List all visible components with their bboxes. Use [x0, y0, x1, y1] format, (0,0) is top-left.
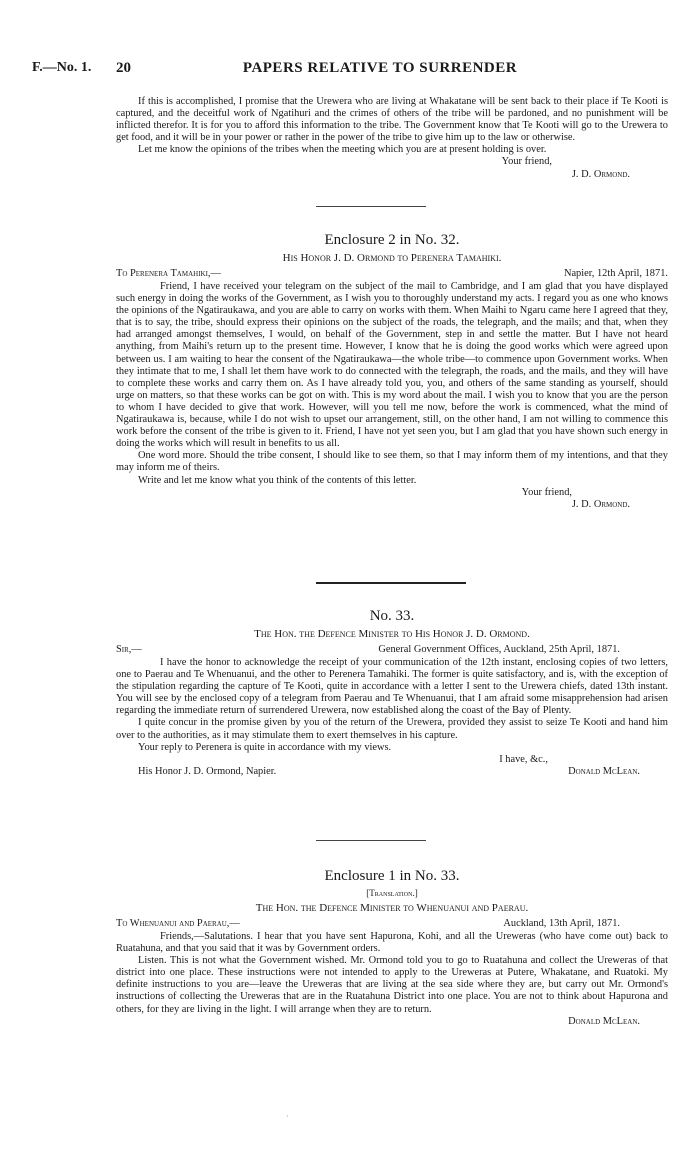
section-divider	[316, 840, 426, 841]
enclosure-subtitle: The Hon. the Defence Minister to Whenuanui and Paerau.	[255, 902, 529, 914]
closing: Your friend,	[521, 486, 572, 498]
page-number: 20	[116, 60, 131, 76]
paragraph: Write and let me know what you think of the contents of this letter.	[138, 474, 417, 486]
paragraph: I quite concur in the promise given by you of the return of the Urewera, provided they assist to seize Te Kooti and hand him over to the authorities, as it may stimulate them to exert themselves in his capture.	[116, 717, 668, 741]
paragraph: Friends,—Salutations. I hear that you have sent Hapurona, Kohi, and all the Ureweras (who have come out) back to Ruatahuna, and that you said that it was by Government orders.	[116, 931, 668, 955]
addressee: To Whenuanui and Paerau,—	[116, 918, 240, 929]
addressee: To Perenera Tamahiki,—	[116, 268, 221, 279]
paragraph: One word more. Should the tribe consent, I should like to see them, so that I may inform them of my intentions, and that they may inform me of theirs.	[116, 450, 668, 474]
signature: J. D. Ormond.	[571, 498, 630, 510]
letter-body	[116, 281, 668, 511]
paragraph: If this is accomplished, I promise that the Urewera who are living at Whakatane will be sent back to their place if Te Kooti is captured, and the deceitful work of Ngatihuri and the crimes of others of the tribe will be pardoned, and no punishment will be inflicted therefor. It is for you to afford this information to the tribe. The Government know that Te Kooti will go to the Urewera to get food, and it will be in your power or rather in the power of the tribe to give him up to the law or otherwise.	[116, 96, 668, 144]
paragraph: Listen. This is not what the Government wished. Mr. Ormond told you to go to Ruatahuna and collect the Ureweras of that district into one place. These instructions were not intended to apply to the Ureweras at Putere, Whakatane, and Ruatoki. My definite instructions to you are—leave the Ureweras that are living at the sea side where they are, but carry out Mr. Ormond's instructions of collecting the Ureweras that are in the Ruatahuna District into one place. You are not to think about Hapurona and others, for they are living in the light. I will arrange when they are to return.	[116, 955, 668, 1015]
enclosure-title: Enclosure 2 in No. 32.	[324, 232, 460, 248]
letter-continuation	[116, 96, 668, 181]
document-subtitle: The Hon. the Defence Minister to His Honor J. D. Ormond.	[254, 628, 530, 640]
signature: J. D. Ormond.	[571, 168, 630, 180]
signature: Donald McLean.	[568, 765, 640, 777]
address-line	[116, 644, 668, 657]
paragraph: Friend, I have received your telegram on the subject of the mail to Cambridge, and I am glad that you have displayed such energy in doing the works of the Government, as I wish you to thoroughly understand my acts. I regard you as one who knows the opinions of the Ngatiraukawa, and you are able to carry on works with them. When Maihi to Ngaru came here I agreed that they, that is to say, the tribe, should express their opinions on the subject of the roads, the telegraph, and the mails; and that, when they had arranged amongst themselves, I would, on behalf of the Government, step in and settle the matter. But I have not heard anything, from Maihi's return up to the present time. However, I know that he is doing the good works which were agreed upon between us. I am waiting to hear the consent of the Ngatiraukawa—the whole tribe—to commence upon Government works. When they intimate that to me, I shall let them have work to do connected with the telegraph, the roads, and the mails, and they will have to complete these works and carry them on. As I have already told you, you, and others of the same standing as yourself, should urge on matters, so that these works can be got on with. This is my word about the mail. I wish you to know that you are the person to whom I have decided to give that work. However, will you tell me now, before the work is commenced, what the mind of Ngatiraukawa is, because, while I do not wish to upset our arrangement, still, on the other hand, I am not willing to commence this work before the consent of the tribe is given to it. Friend, I have not yet seen you, but I am glad that you have shown such energy in doing the works which will result in benefits to us all.	[116, 281, 668, 450]
translation-note: [Translation.]	[366, 888, 418, 898]
section-divider	[316, 582, 466, 584]
letter-body	[116, 657, 668, 779]
place-date: General Government Offices, Auckland, 25th April, 1871.	[378, 644, 620, 655]
paragraph: Let me know the opinions of the tribes when the meeting which you are at present holding is over.	[138, 144, 547, 156]
section-divider	[316, 206, 426, 207]
enclosure-subtitle: His Honor J. D. Ormond to Perenera Tamahiki.	[282, 252, 502, 264]
addressee: Sir,—	[116, 644, 142, 655]
paragraph: I have the honor to acknowledge the receipt of your communication of the 12th instant, enclosing copies of two letters, one to Paerau and Te Whenuanui, and the other to Perenera Tamahiki. The former is quite satisfactory, and is, with the exception of the stipulation regarding the capture of Te Kooti, quite in accordance with a letter I sent to the Urewera chiefs, dated 13th instant. You will see by the enclosed copy of a telegram from Paerau and Te Whenuanui, that I am afraid some misapprehension had arisen regarding the immediate return of surrendered Urewera, now established along the coast of the Bay of Plenty.	[116, 657, 668, 717]
document-reference: F.—No. 1.	[32, 60, 92, 75]
address-line	[116, 918, 668, 931]
page-mark: ·	[286, 1112, 289, 1121]
paragraph: Your reply to Perenera is quite in accordance with my views.	[138, 741, 392, 753]
enclosure-title: Enclosure 1 in No. 33.	[324, 868, 460, 884]
closing: I have, &c.,	[499, 753, 548, 765]
running-title: PAPERS RELATIVE TO SURRENDER	[242, 60, 518, 76]
page-header	[32, 60, 668, 80]
signature: Donald McLean.	[568, 1015, 640, 1027]
place-date: Auckland, 13th April, 1871.	[503, 918, 620, 929]
address-line	[116, 268, 668, 281]
place-date: Napier, 12th April, 1871.	[563, 268, 668, 279]
recipient: His Honor J. D. Ormond, Napier.	[138, 765, 277, 777]
letter-body	[116, 931, 668, 1028]
closing: Your friend,	[501, 156, 552, 168]
document-number-title: No. 33.	[369, 608, 415, 624]
signature-line	[116, 766, 668, 779]
